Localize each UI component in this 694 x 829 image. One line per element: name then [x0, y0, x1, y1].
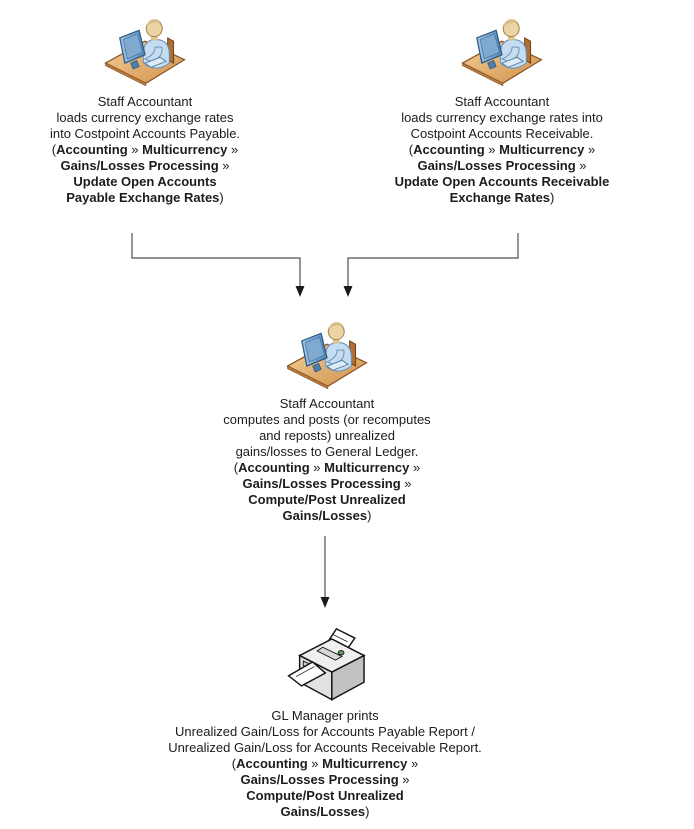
text-line: (Accounting » Multicurrency » — [408, 142, 596, 157]
person-computer-icon — [103, 15, 187, 91]
connector-ar-to-compute — [344, 233, 519, 297]
arrowhead-icon — [344, 286, 353, 297]
step-text-update-ap-rates — [35, 94, 255, 206]
step-text-print-reports — [150, 708, 500, 820]
person-computer-icon — [285, 318, 369, 394]
text-line: into Costpoint Accounts Payable. — [49, 126, 241, 141]
step-text-compute-post — [207, 396, 447, 524]
text-line: gains/losses to General Ledger. — [235, 444, 419, 459]
text-line: Gains/Losses Processing » — [417, 158, 587, 173]
text-line: Gains/Losses Processing » — [240, 772, 410, 787]
step-text-update-ar-rates — [382, 94, 622, 206]
text-line: and reposts) unrealized — [259, 428, 395, 443]
text-line: Exchange Rates) — [449, 190, 555, 205]
text-line: (Accounting » Multicurrency » — [233, 460, 421, 475]
arrowhead-icon — [321, 597, 330, 608]
text-line: Gains/Losses Processing » — [60, 158, 230, 173]
connector-ap-to-compute — [132, 233, 305, 297]
text-line: loads currency exchange rates — [56, 110, 234, 125]
text-line: Update Open Accounts — [73, 174, 217, 189]
text-line: computes and posts (or recomputes — [223, 412, 431, 427]
text-line: Unrealized Gain/Loss for Accounts Receivable Report. — [168, 740, 482, 755]
text-line: (Accounting » Multicurrency » — [231, 756, 419, 771]
printer-icon — [284, 627, 376, 713]
text-line: Staff Accountant — [279, 396, 375, 411]
text-line: GL Manager prints — [271, 708, 379, 723]
text-line: loads currency exchange rates into — [401, 110, 603, 125]
text-line: Compute/Post Unrealized — [246, 788, 404, 803]
text-line: Gains/Losses) — [280, 804, 370, 819]
text-line: Compute/Post Unrealized — [248, 492, 406, 507]
text-line: Payable Exchange Rates) — [66, 190, 224, 205]
text-line: Update Open Accounts Receivable — [394, 174, 610, 189]
text-line: Gains/Losses Processing » — [242, 476, 412, 491]
text-line: Staff Accountant — [97, 94, 193, 109]
text-line: Unrealized Gain/Loss for Accounts Payable Report / — [175, 724, 475, 739]
arrowhead-icon — [296, 286, 305, 297]
text-line: Gains/Losses) — [282, 508, 372, 523]
text-line: Costpoint Accounts Receivable. — [410, 126, 594, 141]
person-computer-icon — [460, 15, 544, 91]
connector-compute-to-print — [321, 536, 330, 608]
text-line: (Accounting » Multicurrency » — [51, 142, 239, 157]
text-line: Staff Accountant — [454, 94, 550, 109]
